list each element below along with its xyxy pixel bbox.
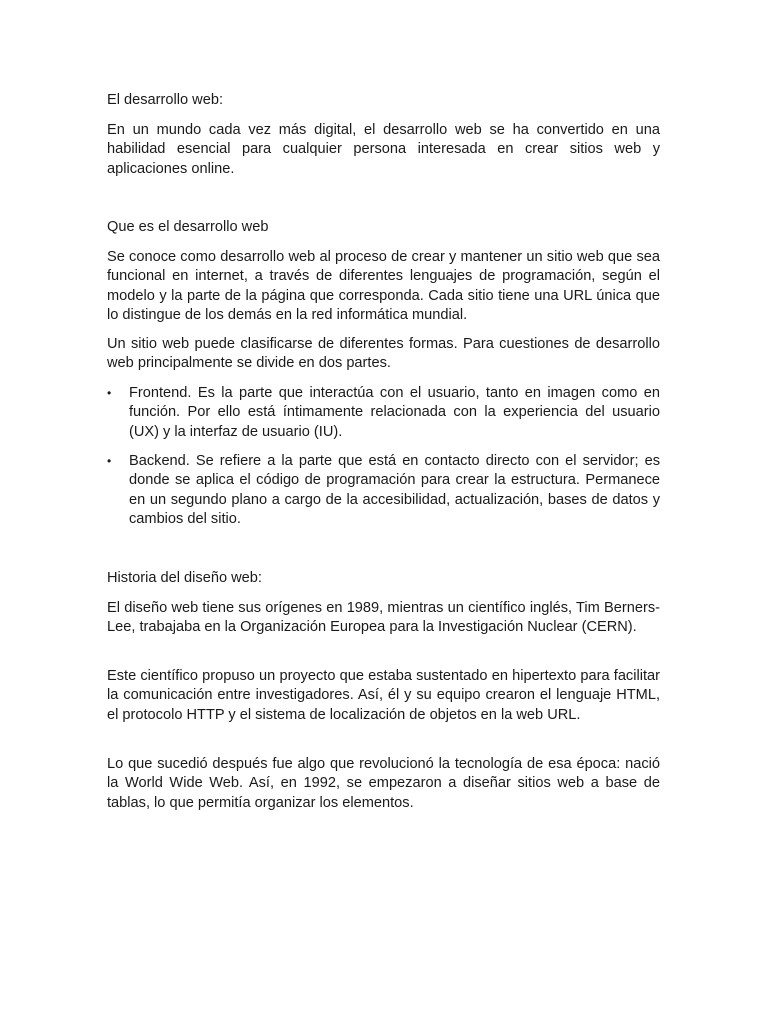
list-item-backend: [107, 452, 660, 530]
list-item-text: Frontend. Es la parte que interactúa con el usuario, tanto en imagen como en función. Por ello está íntimamente relacionada con la experiencia del usuario (UX) y la interfaz de usuario (IU).: [129, 385, 660, 440]
paragraph-intro: En un mundo cada vez más digital, el desarrollo web se ha convertido en una habilidad esencial para cualquier persona interesada en crear sitios web y aplicaciones online.: [107, 122, 660, 177]
paragraph-cientifico: Este científico propuso un proyecto que estaba sustentado en hipertexto para facilitar la comunicación entre investigadores. Así, él y su equipo crearon el lenguaje HTML, el protocolo HTTP y el sistema de localización de objetos en la web URL.: [107, 668, 660, 723]
paragraph-definicion: Se conoce como desarrollo web al proceso de crear y mantener un sitio web que sea funcional en internet, a través de diferentes lenguajes de programación, según el modelo y la parte de la página que corresponda. Cada sitio tiene una URL única que lo distingue de los demás en la red informática mundial.: [107, 249, 660, 324]
section-heading-que-es: Que es el desarrollo web: [107, 219, 269, 235]
paragraph-www: Lo que sucedió después fue algo que revolucionó la tecnología de esa época: nació la World Wide Web. Así, en 1992, se empezaron a diseñar sitios web a base de tablas, lo que permitía organizar los elementos.: [107, 756, 660, 811]
bullet-icon: •: [107, 386, 112, 400]
section-heading-desarrollo-web: El desarrollo web:: [107, 92, 223, 108]
section-heading-historia: Historia del diseño web:: [107, 570, 262, 586]
paragraph-clasificacion: Un sitio web puede clasificarse de diferentes formas. Para cuestiones de desarrollo web principalmente se divide en dos partes.: [107, 336, 660, 372]
list-item-text: Backend. Se refiere a la parte que está en contacto directo con el servidor; es donde se aplica el código de programación para crear la estructura. Permanece en un segundo plano a cargo de la accesibilidad, actualización, bases de datos y cambios del sitio.: [129, 453, 660, 528]
bullet-icon: •: [107, 454, 112, 468]
paragraph-origenes: El diseño web tiene sus orígenes en 1989, mientras un científico inglés, Tim Berners-Lee, trabajaba en la Organización Europea para la Investigación Nuclear (CERN).: [107, 600, 660, 636]
list-item-frontend: [107, 384, 660, 442]
